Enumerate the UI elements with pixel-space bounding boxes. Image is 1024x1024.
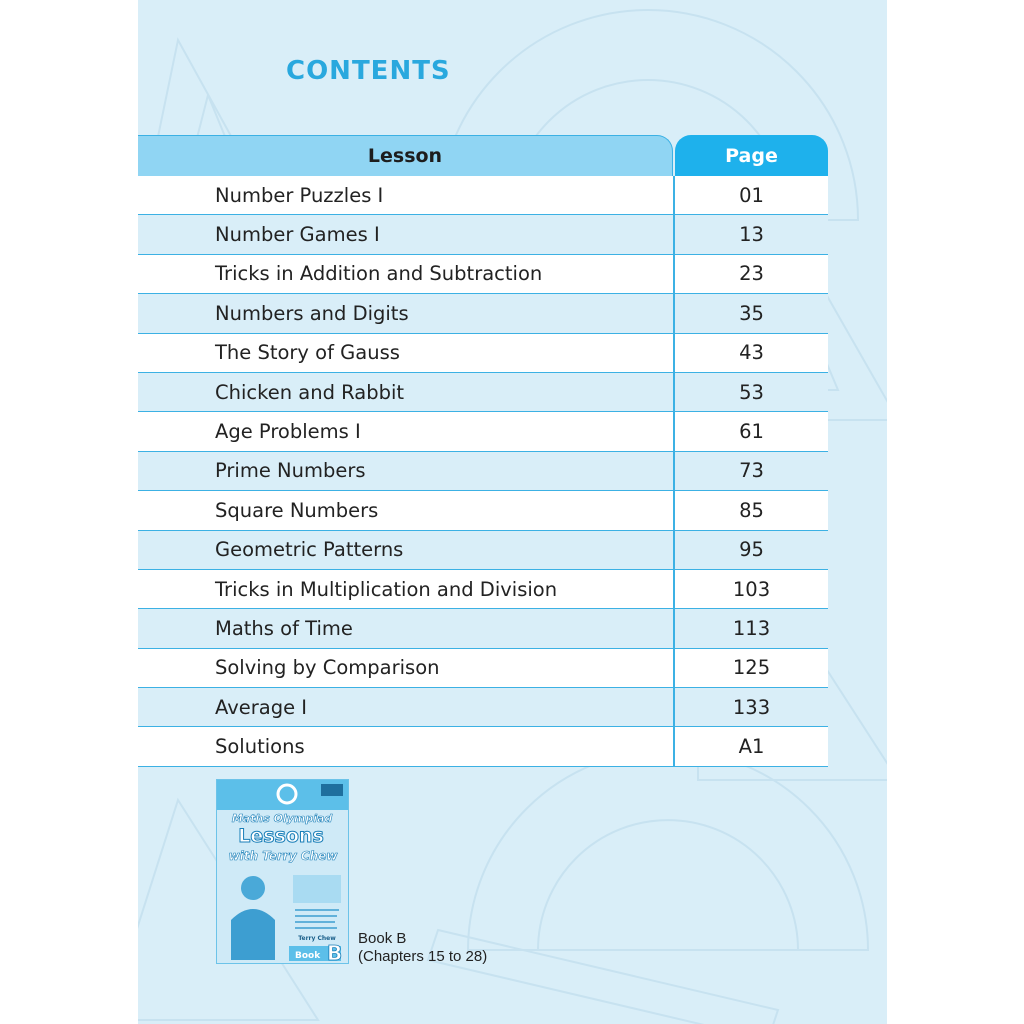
book-cover-thumbnail	[216, 779, 349, 964]
page-number: 53	[739, 380, 764, 404]
page-number: 73	[739, 459, 764, 483]
page-number: 01	[739, 183, 764, 207]
page-number: 103	[732, 577, 771, 601]
lesson-title: Numbers and Digits	[215, 301, 409, 325]
page-number: A1	[738, 735, 765, 759]
table-row	[138, 727, 828, 766]
lesson-title: Solutions	[215, 735, 305, 759]
page-number: 95	[739, 538, 764, 562]
page-column-header: Page	[675, 135, 828, 176]
page-number: 133	[732, 695, 771, 719]
table-row	[138, 452, 828, 491]
table-row	[138, 609, 828, 648]
table-row	[138, 373, 828, 412]
contents-table	[138, 135, 828, 767]
table-row	[138, 649, 828, 688]
page-title: CONTENTS	[286, 56, 451, 86]
table-row	[138, 491, 828, 530]
book-caption-title: Book B	[358, 930, 407, 947]
lesson-title: Chicken and Rabbit	[215, 380, 405, 404]
table-row	[138, 334, 828, 373]
table-row	[138, 294, 828, 333]
lesson-title: The Story of Gauss	[215, 341, 400, 365]
page-number: 85	[739, 498, 764, 522]
cover-author: Terry Chew	[298, 935, 336, 942]
table-row	[138, 570, 828, 609]
table-row	[138, 688, 828, 727]
page-number: 43	[739, 341, 764, 365]
book-caption	[358, 930, 487, 966]
cover-series-line3: with Terry Chew	[228, 849, 338, 863]
page-number: 61	[739, 420, 764, 444]
page-number: 125	[732, 656, 771, 680]
cover-book-letter: B	[327, 941, 343, 963]
page-number: 113	[732, 616, 771, 640]
lesson-column-header: Lesson	[138, 135, 673, 176]
page-number: 13	[739, 223, 764, 247]
table-header	[138, 135, 828, 176]
lesson-title: Tricks in Multiplication and Division	[215, 577, 558, 601]
lesson-title: Maths of Time	[215, 616, 353, 640]
table-row	[138, 255, 828, 294]
book-caption-chapters: (Chapters 15 to 28)	[358, 948, 488, 965]
lesson-title: Geometric Patterns	[215, 538, 404, 562]
cover-series-line1: Maths Olympiad	[231, 812, 333, 825]
lesson-title: Average I	[215, 695, 308, 719]
document-page	[138, 0, 887, 1024]
lesson-title: Tricks in Addition and Subtraction	[215, 262, 543, 286]
cover-book-label: Book	[295, 951, 321, 961]
lesson-title: Number Games I	[215, 223, 380, 247]
table-row	[138, 215, 828, 254]
lesson-title: Square Numbers	[215, 498, 379, 522]
table-row	[138, 176, 828, 215]
page-number: 35	[739, 301, 764, 325]
lesson-title: Age Problems I	[215, 420, 361, 444]
cover-series-line2: Lessons	[238, 825, 324, 847]
lesson-title: Prime Numbers	[215, 459, 366, 483]
table-row	[138, 412, 828, 451]
lesson-title: Solving by Comparison	[215, 656, 440, 680]
page-number: 23	[739, 262, 764, 286]
lesson-title: Number Puzzles I	[215, 183, 384, 207]
table-row	[138, 531, 828, 570]
